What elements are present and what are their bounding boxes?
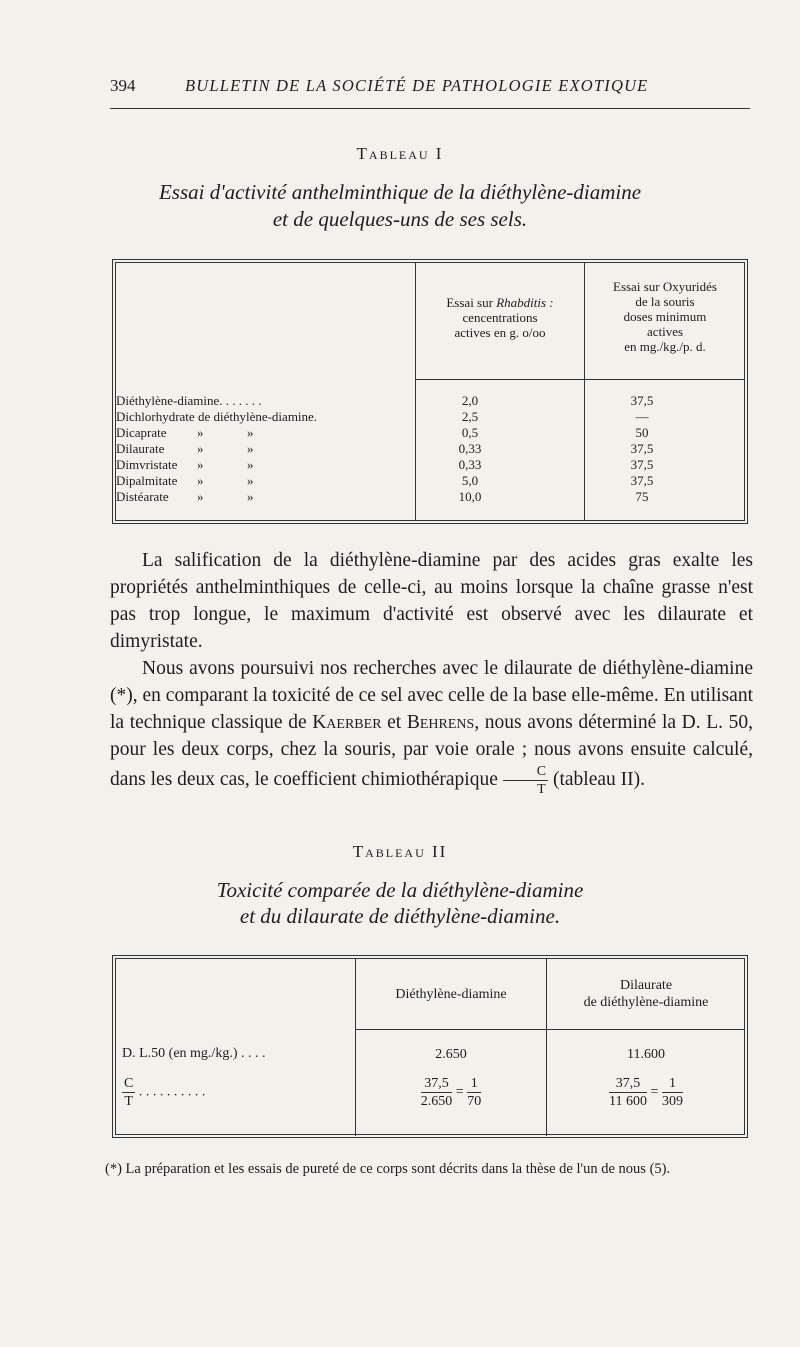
row-ct-col1: $\frac{37,5}{2.650}$ = $\frac{1}{70}$: [420, 1076, 482, 1109]
row-ct-col2: $\frac{37,5}{11 600}$ = $\frac{1}{309}$: [609, 1076, 683, 1109]
table2-header-rule: [355, 1029, 745, 1030]
table1-title-line2: et de quelques-uns de ses sels.: [272, 207, 528, 231]
table2-divider-1: [355, 959, 356, 1136]
table-row: Diéthylène-diamine. . . . . . . 2,0 37,5: [116, 393, 654, 408]
table1-caption: Tableau I: [356, 144, 444, 163]
table2-title-line2: et du dilaurate de diéthylène-diamine.: [239, 904, 561, 928]
table-row: Dilaurate » » 0,33 37,5: [116, 441, 654, 456]
table-row: Dipalmitate » » 5,0 37,5: [116, 473, 654, 488]
table2-header-col2: Dilaurate de diéthylène-diamine: [583, 978, 709, 1010]
table2-header-col1: Diéthylène-diamine: [395, 987, 507, 1002]
table-row: Dicaprate » » 0,5 50: [116, 425, 649, 440]
paragraph-1: La salification de la diéthylène-diamine par des acides gras exalte les propriétés anthelminthiques de celle-ci, au moins lorsque la chaîne grasse n'est pas trop longue, le maximum d'activité est observé avec les dilaurate et dimyristate.: [110, 550, 753, 652]
table-row: Dimvristate » » 0,33 37,5: [116, 457, 654, 472]
running-title: BULLETIN DE LA SOCIÉTÉ DE PATHOLOGIE EXOTIQUE: [185, 76, 649, 95]
table-row: Distéarate » » 10,0 75: [116, 489, 649, 504]
paragraph-2: Nous avons poursuivi nos recherches avec le dilaurate de diéthylène-diamine (*), en comparant la toxicité de ce sel avec celle de la base elle-même. En utilisant la technique classique de Kaerber et Behrens, nous avons déterminé la D. L. 50, pour les deux corps, chez la souris, par voie orale ; nous avons ensuite calculé, dans les deux cas, le coefficient chimiothérapique $\frac{C}{T}$ (tableau II).: [110, 658, 753, 797]
row-dl50-col2: 11.600: [627, 1047, 665, 1062]
table1-header-rhabditis: Essai sur Rhabditis : cencentrations actives en g. o/oo: [446, 295, 554, 340]
footnote: (*) La préparation et les essais de pureté de ce corps sont décrits dans la thèse de l'un de nous (5).: [105, 1161, 671, 1177]
ct-fraction: $\frac{C}{T}$: [503, 763, 548, 798]
row-dl50-label: D. L.50 (en mg./kg.) . . . .: [122, 1046, 266, 1061]
table2: [112, 955, 750, 1140]
table1-title-line1: Essai d'activité anthelminthique de la diéthylène-diamine: [158, 180, 642, 204]
table-row: Dichlorhydrate de diéthylène-diamine. 2,5 —: [116, 409, 649, 424]
author-behrens: Behrens: [406, 712, 475, 733]
table2-caption: Tableau II: [352, 842, 448, 861]
page-header: [110, 76, 750, 98]
row-dl50-col1: 2.650: [435, 1047, 467, 1062]
table1: [112, 259, 750, 526]
page-number: 394: [110, 76, 136, 95]
table1-header-oxyurides: Essai sur Oxyuridés de la souris doses minimum actives en mg./kg./p. d.: [613, 279, 717, 354]
table2-divider-2: [546, 959, 547, 1136]
table2-title-line1: Toxicité comparée de la diéthylène-diamine: [216, 878, 584, 902]
table1-header-rule: [415, 379, 745, 380]
author-kaerber: Kaerber: [312, 712, 382, 733]
row-ct-label: $\frac{C}{T}$ . . . . . . . . . .: [124, 1076, 206, 1109]
header-rule: [110, 108, 750, 109]
